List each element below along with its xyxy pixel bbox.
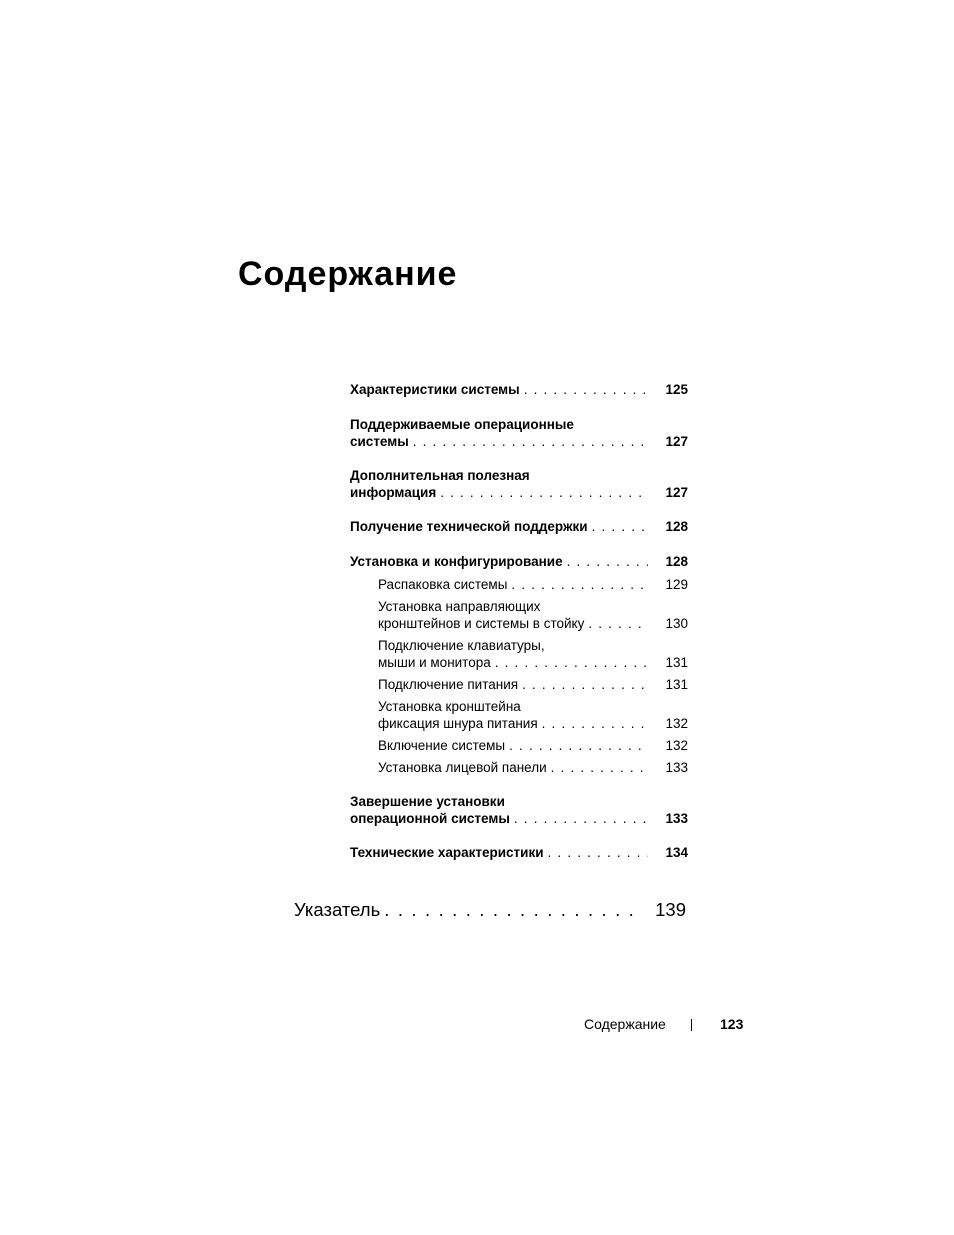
toc-entry-page: 129	[665, 577, 688, 592]
toc-entry[interactable]	[350, 518, 688, 535]
toc-entry-page: 132	[665, 738, 688, 753]
toc-entry-page: 131	[665, 677, 688, 692]
page-title: Содержание	[238, 255, 458, 293]
footer-page-number: 123	[720, 1016, 744, 1032]
toc-entry[interactable]	[378, 759, 688, 776]
toc-entry-title-line: Дополнительная полезная	[350, 468, 530, 483]
toc-entry[interactable]	[350, 844, 688, 861]
toc-entry[interactable]	[378, 737, 688, 754]
toc-entry-page: 139	[655, 899, 686, 920]
dot-leader	[384, 898, 634, 922]
toc-entry-title: Характеристики системы	[350, 382, 520, 397]
dot-leader	[592, 518, 648, 535]
toc-entry-title: Включение системы	[378, 738, 506, 753]
toc-entry-page: 133	[665, 760, 688, 775]
toc-entry-title-line: Подключение клавиатуры,	[378, 638, 545, 653]
toc-entry-title-line: Завершение установки	[350, 794, 505, 809]
dot-leader	[524, 381, 648, 398]
toc-entry[interactable]	[378, 576, 688, 593]
toc-entry-title-line: Поддерживаемые операционные	[350, 417, 574, 432]
footer-separator	[691, 1019, 692, 1031]
dot-leader	[551, 759, 648, 776]
toc-entry-title: Получение технической поддержки	[350, 519, 588, 534]
toc-entry-page: 132	[665, 716, 688, 731]
toc-entry-title: кронштейнов и системы в стойку	[378, 616, 585, 631]
dot-leader	[509, 737, 648, 754]
toc-entry[interactable]	[378, 676, 688, 693]
toc-entry-title: мыши и монитора	[378, 655, 491, 670]
toc-entry[interactable]	[350, 553, 688, 570]
dot-leader	[567, 553, 648, 570]
toc-entry[interactable]	[378, 598, 688, 632]
toc-entry-title: Распаковка системы	[378, 577, 508, 592]
toc-entry-title: Установка и конфигурирование	[350, 554, 563, 569]
dot-leader	[511, 576, 648, 593]
dot-leader	[495, 654, 648, 671]
toc-entry-page: 134	[665, 845, 688, 860]
toc-entry[interactable]	[378, 698, 688, 732]
toc-entry-title: Указатель	[294, 899, 381, 920]
toc-entry-title-line: Установка кронштейна	[378, 699, 521, 714]
toc-entry-title: фиксация шнура питания	[378, 716, 538, 731]
toc-entry-title: Установка лицевой панели	[378, 760, 547, 775]
dot-leader	[413, 433, 648, 450]
toc-entry-page: 127	[665, 485, 688, 500]
toc-entry-page: 133	[665, 811, 688, 826]
toc-entry-page: 128	[665, 554, 688, 569]
toc-entry-index[interactable]	[294, 898, 686, 922]
dot-leader	[548, 844, 648, 861]
toc-entry[interactable]	[350, 381, 688, 398]
toc-entry-page: 125	[665, 382, 688, 397]
toc-entry-title-line: Установка направляющих	[378, 599, 541, 614]
dot-leader	[514, 810, 648, 827]
toc-entry[interactable]	[350, 416, 688, 450]
dot-leader	[588, 615, 648, 632]
toc-entry-title: Технические характеристики	[350, 845, 544, 860]
toc-entry-page: 131	[665, 655, 688, 670]
toc-entry-page: 128	[665, 519, 688, 534]
toc-entry-page: 127	[665, 434, 688, 449]
toc-entry[interactable]	[378, 637, 688, 671]
toc-entry-page: 130	[665, 616, 688, 631]
toc-entry-title: информация	[350, 485, 437, 500]
toc-entry[interactable]	[350, 793, 688, 827]
dot-leader	[522, 676, 648, 693]
toc-entry-title: системы	[350, 434, 409, 449]
dot-leader	[542, 715, 648, 732]
footer-section-label: Содержание	[584, 1016, 666, 1032]
dot-leader	[440, 484, 648, 501]
toc-entry-title: операционной системы	[350, 811, 510, 826]
toc-entry[interactable]	[350, 467, 688, 501]
toc-entry-title: Подключение питания	[378, 677, 519, 692]
